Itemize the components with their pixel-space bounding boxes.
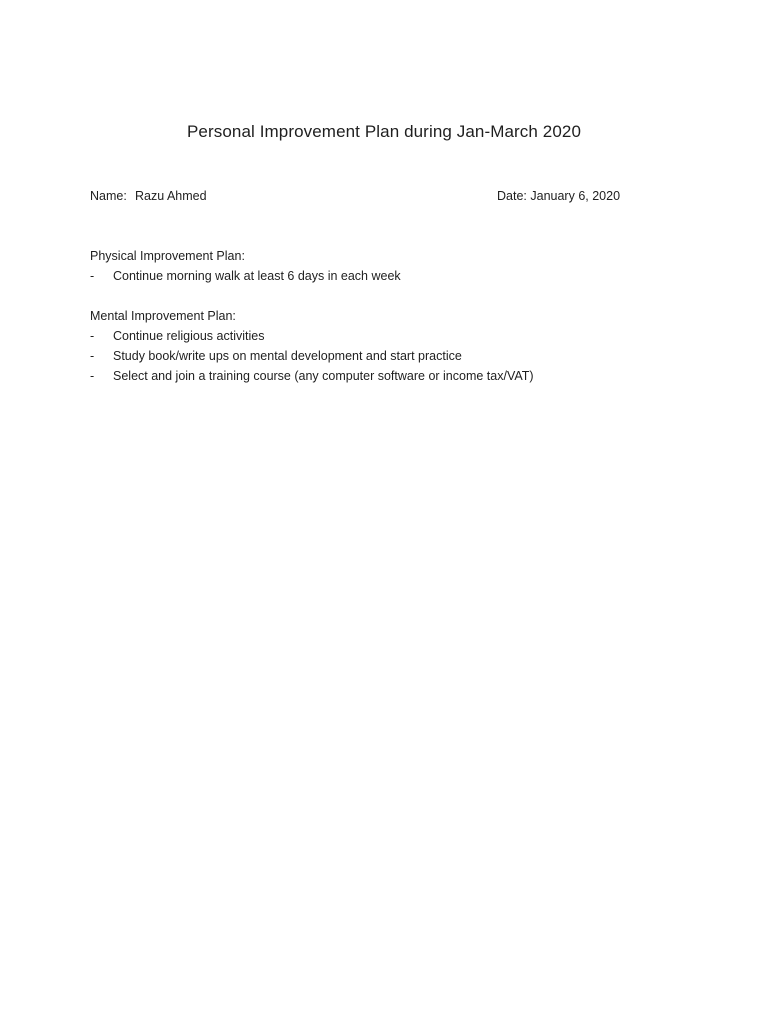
list-item-text: Continue religious activities [113,329,265,343]
list-item [90,326,690,346]
document-title: Personal Improvement Plan during Jan-March 2020 [186,122,581,141]
name-label: Name: [90,189,127,203]
mental-plan-section [90,306,690,386]
list-item [90,266,690,286]
bullet-dash: - [90,369,95,383]
bullet-dash: - [90,269,95,283]
bullet-dash: - [90,329,95,343]
bullet-dash: - [90,349,95,363]
date-label: Date: [497,189,527,203]
physical-plan-heading: Physical Improvement Plan: [90,249,245,263]
list-item-text: Select and join a training course (any computer software or income tax/VAT) [113,369,534,383]
name-value: Razu Ahmed [135,189,207,203]
name-date-row [90,187,620,205]
list-item-text: Continue morning walk at least 6 days in each week [113,269,401,283]
physical-plan-section [90,246,690,286]
date-value: January 6, 2020 [530,189,621,203]
list-item-text: Study book/write ups on mental development and start practice [113,349,462,363]
list-item [90,366,690,386]
date-block [497,187,620,205]
mental-plan-heading: Mental Improvement Plan: [90,309,236,323]
list-item [90,346,690,366]
